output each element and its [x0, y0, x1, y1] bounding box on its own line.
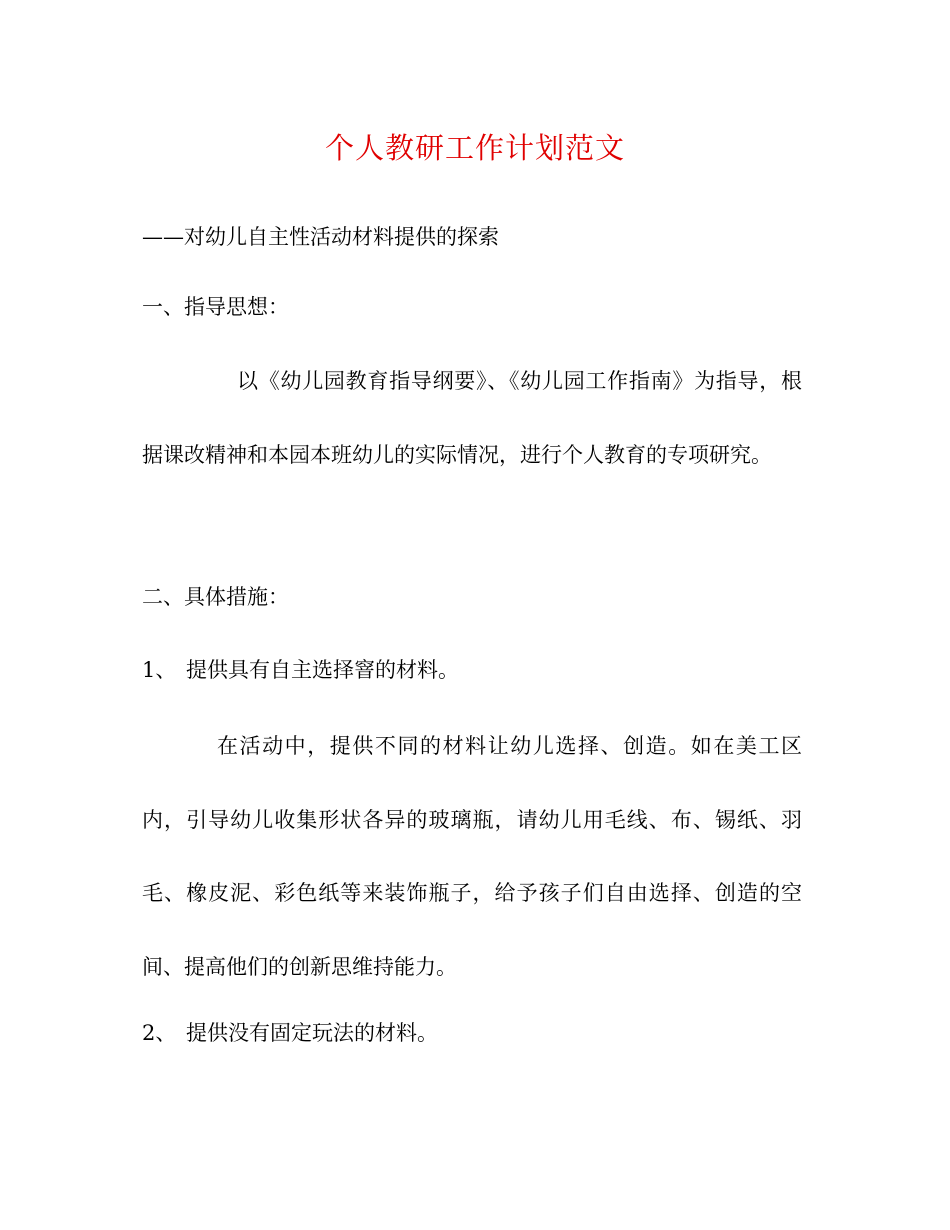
document-title: 个人教研工作计划范文: [324, 131, 625, 165]
list-item-1: [142, 655, 459, 685]
list-item-number: 2、: [142, 1021, 177, 1045]
list-item-title: 提供没有固定玩法的材料。: [186, 1021, 438, 1045]
section-heading-measures: 二、具体措施：: [142, 585, 289, 609]
list-item-2: [142, 1018, 438, 1048]
document-subtitle: ——对幼儿自主性活动材料提供的探索: [142, 225, 499, 249]
list-item-number: 1、: [142, 658, 177, 682]
list-item-title: 提供具有自主选择窨的材料。: [186, 658, 459, 682]
section-heading-guiding-ideology: 一、指导思想：: [142, 295, 289, 319]
paragraph-item-1: 在活动中，提供不同的材料让幼儿选择、创造。如在美工区内，引导幼儿收集形状各异的玻璃瓶，请幼儿用毛线、布、锡纸、羽毛、橡皮泥、彩色纸等来装饰瓶子，给予孩子们自由选择、创造的空间、提高他们的创新思维持能力。: [142, 734, 802, 979]
paragraph-guiding-ideology: 以《幼儿园教育指导纲要》、《幼儿园工作指南》为指导，根据课改精神和本园本班幼儿的实际情况，进行个人教育的专项研究。: [142, 369, 802, 467]
